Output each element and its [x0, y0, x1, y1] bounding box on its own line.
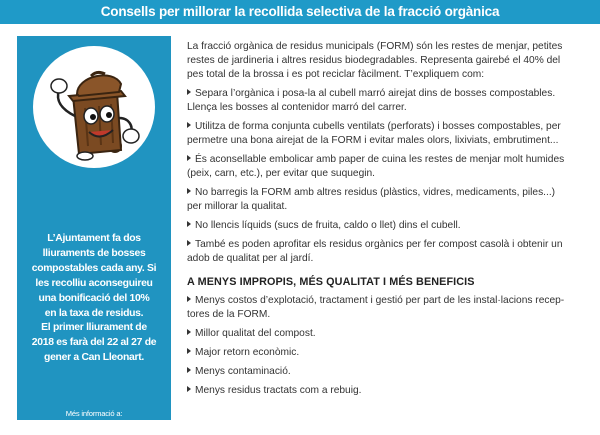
benefit-item: [187, 327, 592, 341]
tip-item: [187, 238, 592, 266]
arrow-bullet-icon: [187, 296, 191, 302]
benefit-item: [187, 294, 592, 322]
promo-line: gener a Can Lleonart.: [44, 352, 144, 364]
arrow-bullet-icon: [187, 329, 191, 335]
tip-text: adob de qualitat per al jardí.: [187, 253, 314, 264]
benefit-text: Menys costos d’explotació, tractament i gestió per part de les instal·lacions recep-: [195, 295, 565, 306]
section-heading: A MENYS IMPROPIS, MÉS QUALITAT I MÉS BENEFICIS: [187, 276, 475, 288]
tip-item: [187, 153, 592, 181]
intro-paragraph: [187, 40, 592, 82]
promo-line: L’Ajuntament fa dos: [47, 233, 141, 244]
promo-line: les recolliu aconseguireu: [35, 277, 153, 289]
arrow-bullet-icon: [187, 386, 191, 392]
tip-text: Separa l’orgànica i posa-la al cubell marró airejat dins de bosses compostables.: [195, 88, 556, 99]
benefit-text: Menys contaminació.: [195, 366, 291, 377]
arrow-bullet-icon: [187, 188, 191, 194]
benefit-item: [187, 365, 592, 379]
benefit-item: [187, 346, 592, 360]
promo-line: en la taxa de residus.: [44, 307, 144, 319]
more-info-link[interactable]: www.alella.cat/mediambient: [42, 419, 146, 428]
mascot-badge: [33, 46, 155, 168]
tip-text: Utilitza de forma conjunta cubells ventilats (perforats) i bosses compostables, per: [195, 121, 561, 132]
tip-item: [187, 120, 592, 148]
arrow-bullet-icon: [187, 221, 191, 227]
benefit-item: [187, 384, 592, 398]
tip-text: No barregis la FORM amb altres residus (plàstics, vidres, medicaments, piles...): [195, 187, 556, 198]
benefit-text: Major retorn econòmic.: [195, 347, 300, 358]
arrow-bullet-icon: [187, 155, 191, 161]
tip-item: [187, 219, 592, 233]
intro-line: restes de jardineria i altres residus biodegradables. Representa gairebé el 40% del: [187, 55, 561, 66]
tip-item: [187, 186, 592, 214]
more-info: [25, 409, 163, 429]
promo-line: una bonificació del 10%: [38, 292, 150, 304]
more-info-label: Més informació a:: [65, 409, 123, 418]
tip-text: (peix, carn, etc.), per evitar que suquegin.: [187, 168, 376, 179]
tip-text: per millorar la qualitat.: [187, 201, 288, 212]
organic-bin-mascot-icon: [33, 46, 155, 168]
benefit-text: Menys residus tractats com a rebuig.: [195, 385, 362, 396]
tip-text: permetre una bona airejat de la FORM i evitar males olors, lixiviats, embrutiment...: [187, 135, 559, 146]
main-content: [187, 40, 592, 403]
sidebar-panel: [17, 36, 171, 428]
promo-line: 2018 es farà del 22 al 27 de: [31, 337, 157, 349]
intro-line: pes total de la brossa i es pot reciclar fàcilment. T’expliquem com:: [187, 69, 485, 80]
tip-text: També es poden aprofitar els residus orgànics per fer compost casolà i obtenir un: [195, 239, 563, 250]
arrow-bullet-icon: [187, 367, 191, 373]
promo-line: compostables cada any. Si: [31, 262, 157, 274]
tip-text: És aconsellable embolicar amb paper de cuina les restes de menjar molt humides: [195, 154, 565, 165]
tip-item: [187, 87, 592, 115]
page-title: Consells per millorar la recollida selectiva de la fracció orgànica: [0, 0, 600, 24]
tip-text: No llencis líquids (sucs de fruita, caldo o llet) dins el cubell.: [195, 220, 461, 231]
benefit-text: Millor qualitat del compost.: [195, 328, 316, 339]
promo-line: El primer lliurament de: [41, 322, 147, 334]
benefit-text: tores de la FORM.: [187, 309, 271, 320]
bag-distribution-notice: [25, 232, 163, 366]
arrow-bullet-icon: [187, 122, 191, 128]
arrow-bullet-icon: [187, 240, 191, 246]
arrow-bullet-icon: [187, 89, 191, 95]
intro-line: La fracció orgànica de residus municipals (FORM) són les restes de menjar, petites: [187, 41, 563, 52]
tip-text: Llença les bosses al contenidor marró del carrer.: [187, 102, 407, 113]
promo-line: lliuraments de bosses: [42, 247, 146, 259]
arrow-bullet-icon: [187, 348, 191, 354]
